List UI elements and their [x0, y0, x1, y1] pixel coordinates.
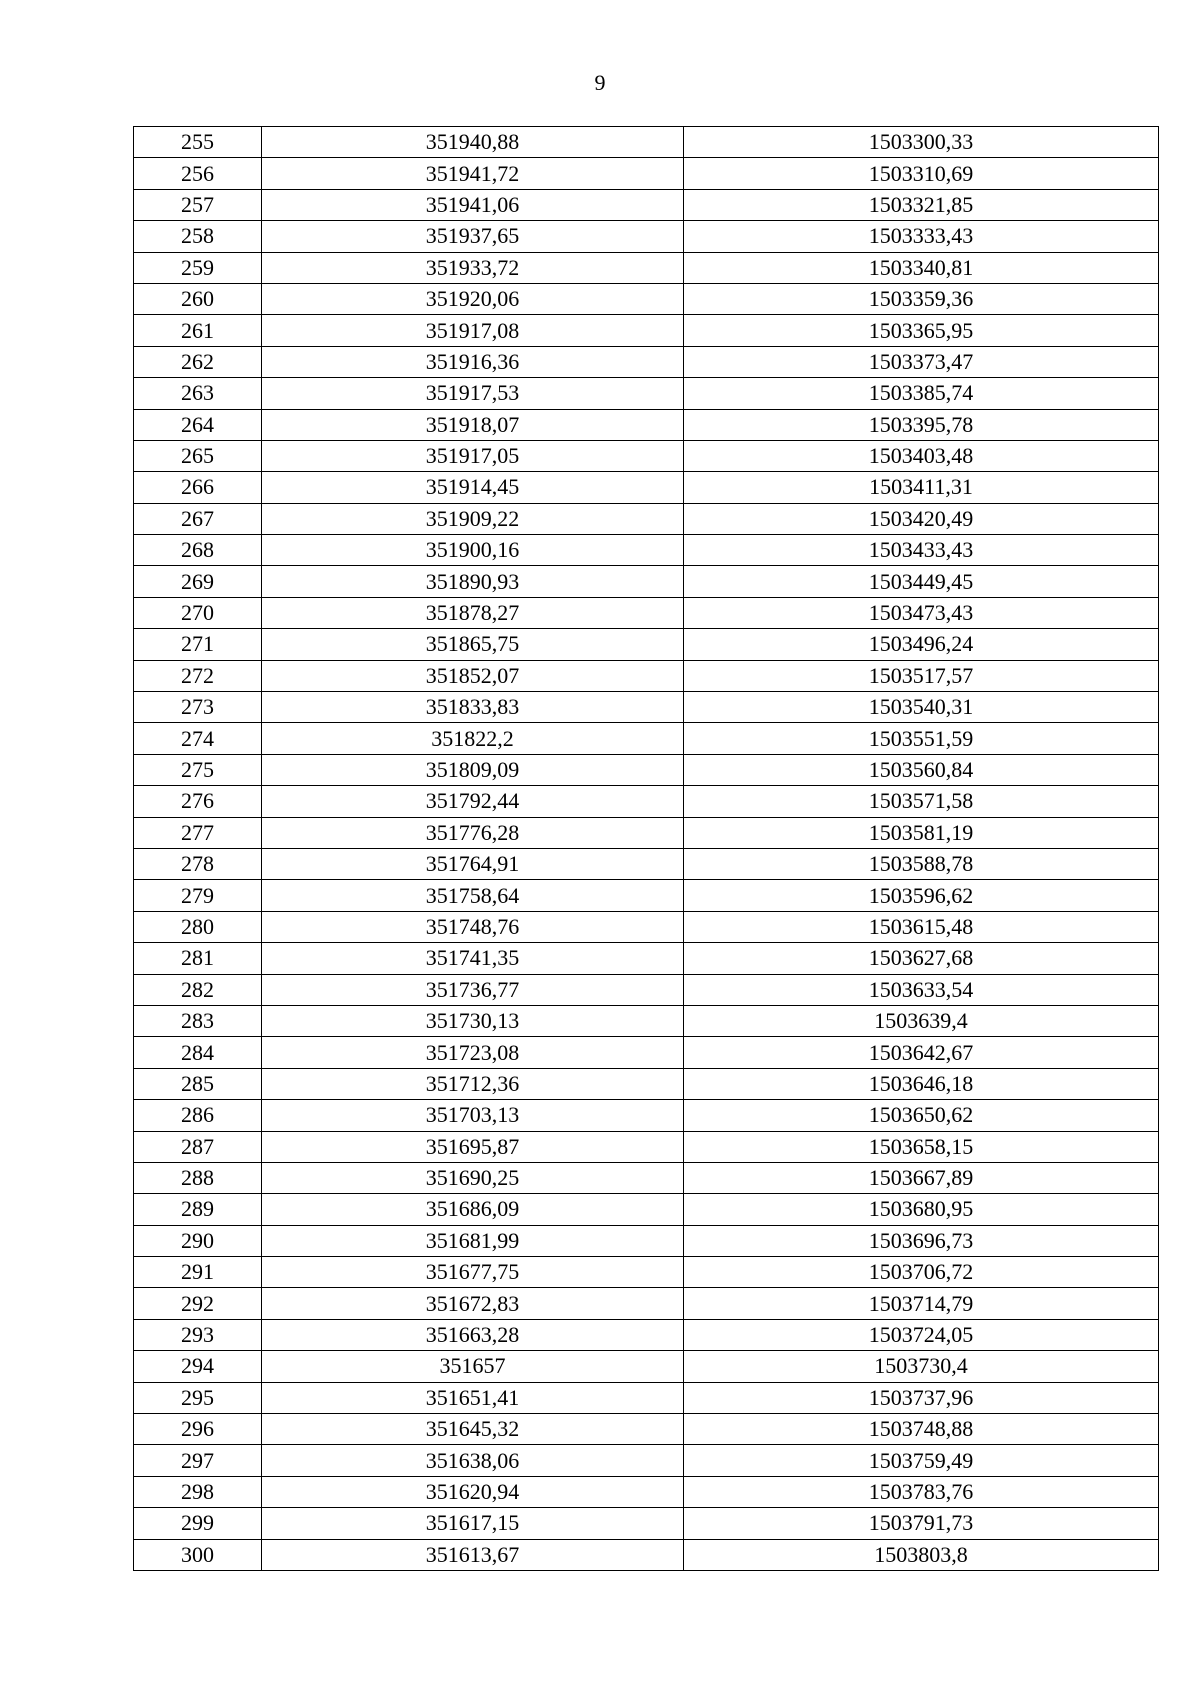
table-row: [134, 754, 1159, 785]
x-coordinate-cell: 351613,67: [262, 1539, 684, 1570]
point-number-cell: 298: [134, 1476, 262, 1507]
point-number-cell: 264: [134, 409, 262, 440]
x-coordinate-cell: 351764,91: [262, 848, 684, 879]
x-coordinate-cell: 351809,09: [262, 754, 684, 785]
x-coordinate-cell: 351937,65: [262, 221, 684, 252]
y-coordinate-cell: 1503373,47: [684, 346, 1159, 377]
point-number-cell: 258: [134, 221, 262, 252]
x-coordinate-cell: 351681,99: [262, 1225, 684, 1256]
x-coordinate-cell: 351916,36: [262, 346, 684, 377]
table-row: [134, 597, 1159, 628]
y-coordinate-cell: 1503540,31: [684, 692, 1159, 723]
y-coordinate-cell: 1503411,31: [684, 472, 1159, 503]
point-number-cell: 280: [134, 911, 262, 942]
x-coordinate-cell: 351617,15: [262, 1508, 684, 1539]
y-coordinate-cell: 1503667,89: [684, 1162, 1159, 1193]
point-number-cell: 283: [134, 1005, 262, 1036]
point-number-cell: 291: [134, 1257, 262, 1288]
table-row: [134, 158, 1159, 189]
x-coordinate-cell: 351909,22: [262, 503, 684, 534]
point-number-cell: 259: [134, 252, 262, 283]
x-coordinate-cell: 351933,72: [262, 252, 684, 283]
table-row: [134, 1162, 1159, 1193]
y-coordinate-cell: 1503581,19: [684, 817, 1159, 848]
point-number-cell: 260: [134, 283, 262, 314]
x-coordinate-cell: 351852,07: [262, 660, 684, 691]
y-coordinate-cell: 1503650,62: [684, 1100, 1159, 1131]
y-coordinate-cell: 1503571,58: [684, 786, 1159, 817]
y-coordinate-cell: 1503333,43: [684, 221, 1159, 252]
y-coordinate-cell: 1503633,54: [684, 974, 1159, 1005]
coordinates-table: [133, 126, 1159, 1571]
table-row: [134, 1194, 1159, 1225]
x-coordinate-cell: 351941,06: [262, 189, 684, 220]
y-coordinate-cell: 1503658,15: [684, 1131, 1159, 1162]
table-row: [134, 1539, 1159, 1570]
y-coordinate-cell: 1503759,49: [684, 1445, 1159, 1476]
y-coordinate-cell: 1503783,76: [684, 1476, 1159, 1507]
point-number-cell: 292: [134, 1288, 262, 1319]
y-coordinate-cell: 1503403,48: [684, 440, 1159, 471]
x-coordinate-cell: 351703,13: [262, 1100, 684, 1131]
table-row: [134, 346, 1159, 377]
y-coordinate-cell: 1503615,48: [684, 911, 1159, 942]
table-row: [134, 817, 1159, 848]
y-coordinate-cell: 1503365,95: [684, 315, 1159, 346]
table-row: [134, 848, 1159, 879]
table-row: [134, 911, 1159, 942]
point-number-cell: 263: [134, 378, 262, 409]
point-number-cell: 286: [134, 1100, 262, 1131]
y-coordinate-cell: 1503714,79: [684, 1288, 1159, 1319]
point-number-cell: 281: [134, 943, 262, 974]
y-coordinate-cell: 1503588,78: [684, 848, 1159, 879]
x-coordinate-cell: 351695,87: [262, 1131, 684, 1162]
y-coordinate-cell: 1503803,8: [684, 1539, 1159, 1570]
x-coordinate-cell: 351890,93: [262, 566, 684, 597]
table-row: [134, 1037, 1159, 1068]
point-number-cell: 282: [134, 974, 262, 1005]
x-coordinate-cell: 351900,16: [262, 535, 684, 566]
point-number-cell: 296: [134, 1414, 262, 1445]
point-number-cell: 273: [134, 692, 262, 723]
point-number-cell: 284: [134, 1037, 262, 1068]
y-coordinate-cell: 1503724,05: [684, 1319, 1159, 1350]
y-coordinate-cell: 1503680,95: [684, 1194, 1159, 1225]
table-row: [134, 315, 1159, 346]
x-coordinate-cell: 351741,35: [262, 943, 684, 974]
table-row: [134, 221, 1159, 252]
table-row: [134, 1476, 1159, 1507]
y-coordinate-cell: 1503560,84: [684, 754, 1159, 785]
table-row: [134, 252, 1159, 283]
table-row: [134, 1131, 1159, 1162]
x-coordinate-cell: 351758,64: [262, 880, 684, 911]
x-coordinate-cell: 351657: [262, 1351, 684, 1382]
point-number-cell: 275: [134, 754, 262, 785]
point-number-cell: 265: [134, 440, 262, 471]
x-coordinate-cell: 351677,75: [262, 1257, 684, 1288]
y-coordinate-cell: 1503627,68: [684, 943, 1159, 974]
point-number-cell: 262: [134, 346, 262, 377]
x-coordinate-cell: 351645,32: [262, 1414, 684, 1445]
x-coordinate-cell: 351663,28: [262, 1319, 684, 1350]
x-coordinate-cell: 351651,41: [262, 1382, 684, 1413]
x-coordinate-cell: 351917,08: [262, 315, 684, 346]
table-row: [134, 629, 1159, 660]
point-number-cell: 279: [134, 880, 262, 911]
y-coordinate-cell: 1503433,43: [684, 535, 1159, 566]
point-number-cell: 278: [134, 848, 262, 879]
table-row: [134, 786, 1159, 817]
table-row: [134, 378, 1159, 409]
table-row: [134, 1288, 1159, 1319]
x-coordinate-cell: 351941,72: [262, 158, 684, 189]
table-row: [134, 1319, 1159, 1350]
table-row: [134, 974, 1159, 1005]
x-coordinate-cell: 351918,07: [262, 409, 684, 440]
point-number-cell: 293: [134, 1319, 262, 1350]
x-coordinate-cell: 351914,45: [262, 472, 684, 503]
table-row: [134, 1225, 1159, 1256]
table-row: [134, 723, 1159, 754]
point-number-cell: 255: [134, 127, 262, 158]
point-number-cell: 272: [134, 660, 262, 691]
point-number-cell: 271: [134, 629, 262, 660]
x-coordinate-cell: 351672,83: [262, 1288, 684, 1319]
x-coordinate-cell: 351748,76: [262, 911, 684, 942]
table-row: [134, 566, 1159, 597]
point-number-cell: 277: [134, 817, 262, 848]
table-row: [134, 1100, 1159, 1131]
table-row: [134, 535, 1159, 566]
y-coordinate-cell: 1503706,72: [684, 1257, 1159, 1288]
table-row: [134, 1257, 1159, 1288]
y-coordinate-cell: 1503385,74: [684, 378, 1159, 409]
x-coordinate-cell: 351638,06: [262, 1445, 684, 1476]
coordinates-table-body: [134, 127, 1159, 1571]
point-number-cell: 274: [134, 723, 262, 754]
table-row: [134, 1508, 1159, 1539]
table-row: [134, 660, 1159, 691]
page-number: 9: [594, 70, 606, 95]
x-coordinate-cell: 351920,06: [262, 283, 684, 314]
table-row: [134, 409, 1159, 440]
point-number-cell: 270: [134, 597, 262, 628]
y-coordinate-cell: 1503310,69: [684, 158, 1159, 189]
point-number-cell: 294: [134, 1351, 262, 1382]
point-number-cell: 256: [134, 158, 262, 189]
x-coordinate-cell: 351686,09: [262, 1194, 684, 1225]
y-coordinate-cell: 1503473,43: [684, 597, 1159, 628]
x-coordinate-cell: 351776,28: [262, 817, 684, 848]
y-coordinate-cell: 1503596,62: [684, 880, 1159, 911]
y-coordinate-cell: 1503517,57: [684, 660, 1159, 691]
x-coordinate-cell: 351917,05: [262, 440, 684, 471]
point-number-cell: 299: [134, 1508, 262, 1539]
table-row: [134, 1068, 1159, 1099]
y-coordinate-cell: 1503340,81: [684, 252, 1159, 283]
point-number-cell: 300: [134, 1539, 262, 1570]
point-number-cell: 257: [134, 189, 262, 220]
table-row: [134, 189, 1159, 220]
table-row: [134, 1382, 1159, 1413]
y-coordinate-cell: 1503737,96: [684, 1382, 1159, 1413]
y-coordinate-cell: 1503420,49: [684, 503, 1159, 534]
x-coordinate-cell: 351833,83: [262, 692, 684, 723]
table-row: [134, 440, 1159, 471]
y-coordinate-cell: 1503359,36: [684, 283, 1159, 314]
point-number-cell: 297: [134, 1445, 262, 1476]
table-row: [134, 1414, 1159, 1445]
y-coordinate-cell: 1503642,67: [684, 1037, 1159, 1068]
point-number-cell: 285: [134, 1068, 262, 1099]
x-coordinate-cell: 351822,2: [262, 723, 684, 754]
y-coordinate-cell: 1503551,59: [684, 723, 1159, 754]
table-row: [134, 943, 1159, 974]
point-number-cell: 268: [134, 535, 262, 566]
x-coordinate-cell: 351865,75: [262, 629, 684, 660]
x-coordinate-cell: 351940,88: [262, 127, 684, 158]
y-coordinate-cell: 1503646,18: [684, 1068, 1159, 1099]
x-coordinate-cell: 351620,94: [262, 1476, 684, 1507]
point-number-cell: 290: [134, 1225, 262, 1256]
point-number-cell: 287: [134, 1131, 262, 1162]
table-row: [134, 1351, 1159, 1382]
x-coordinate-cell: 351736,77: [262, 974, 684, 1005]
point-number-cell: 261: [134, 315, 262, 346]
y-coordinate-cell: 1503395,78: [684, 409, 1159, 440]
x-coordinate-cell: 351690,25: [262, 1162, 684, 1193]
table-row: [134, 692, 1159, 723]
point-number-cell: 295: [134, 1382, 262, 1413]
point-number-cell: 276: [134, 786, 262, 817]
y-coordinate-cell: 1503496,24: [684, 629, 1159, 660]
x-coordinate-cell: 351712,36: [262, 1068, 684, 1099]
y-coordinate-cell: 1503639,4: [684, 1005, 1159, 1036]
point-number-cell: 289: [134, 1194, 262, 1225]
table-row: [134, 880, 1159, 911]
point-number-cell: 266: [134, 472, 262, 503]
y-coordinate-cell: 1503300,33: [684, 127, 1159, 158]
x-coordinate-cell: 351723,08: [262, 1037, 684, 1068]
y-coordinate-cell: 1503730,4: [684, 1351, 1159, 1382]
x-coordinate-cell: 351792,44: [262, 786, 684, 817]
table-row: [134, 503, 1159, 534]
table-row: [134, 472, 1159, 503]
point-number-cell: 267: [134, 503, 262, 534]
table-row: [134, 283, 1159, 314]
x-coordinate-cell: 351730,13: [262, 1005, 684, 1036]
x-coordinate-cell: 351917,53: [262, 378, 684, 409]
y-coordinate-cell: 1503696,73: [684, 1225, 1159, 1256]
y-coordinate-cell: 1503748,88: [684, 1414, 1159, 1445]
table-row: [134, 127, 1159, 158]
point-number-cell: 269: [134, 566, 262, 597]
y-coordinate-cell: 1503449,45: [684, 566, 1159, 597]
table-row: [134, 1445, 1159, 1476]
point-number-cell: 288: [134, 1162, 262, 1193]
y-coordinate-cell: 1503791,73: [684, 1508, 1159, 1539]
x-coordinate-cell: 351878,27: [262, 597, 684, 628]
table-row: [134, 1005, 1159, 1036]
y-coordinate-cell: 1503321,85: [684, 189, 1159, 220]
